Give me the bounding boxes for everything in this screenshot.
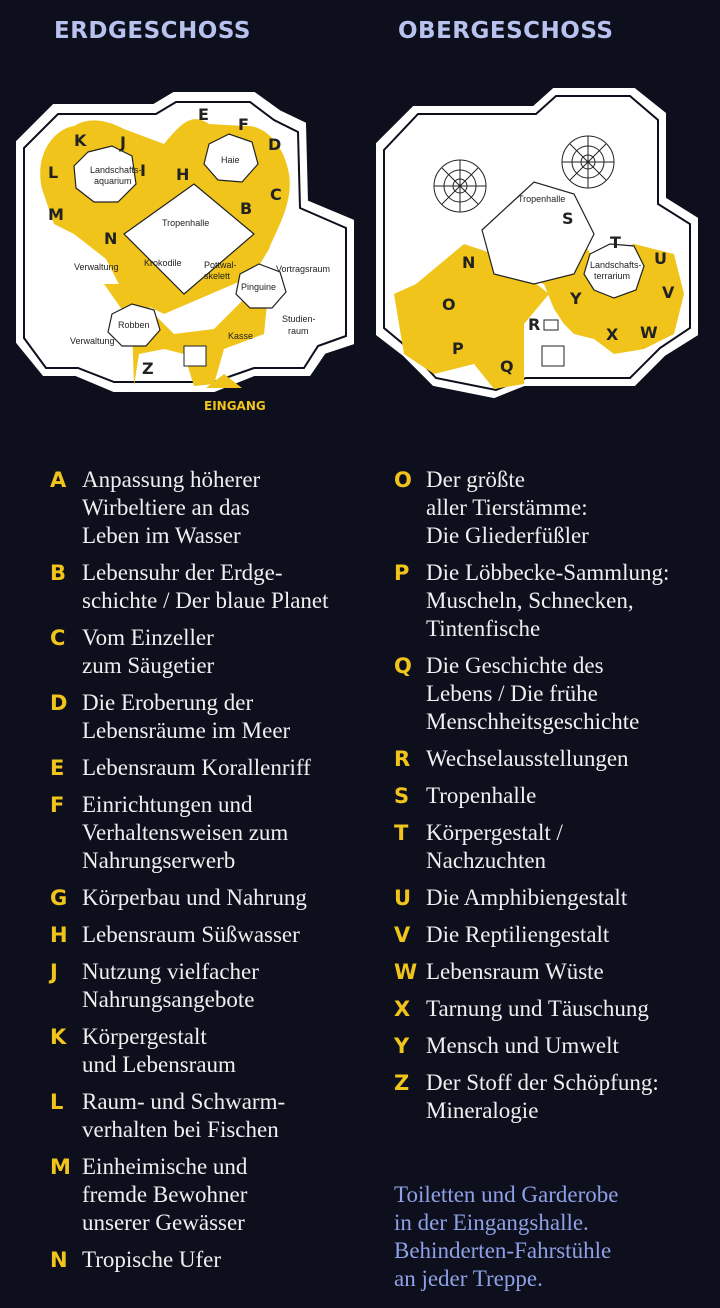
area-letter: E: [198, 105, 209, 124]
legend-text: Die Löbbecke-Sammlung: Muscheln, Schnecken, Tintenfische: [426, 560, 670, 641]
legend-text: Einrichtungen und Verhaltensweisen zum Nahrungserwerb: [82, 792, 289, 873]
legend-key: A: [50, 468, 67, 492]
area-letter: H: [176, 165, 190, 184]
legend-item: [50, 754, 380, 782]
room-label: raum: [288, 326, 309, 336]
legend-text: Der Stoff der Schöpfung: Mineralogie: [426, 1070, 659, 1123]
area-letter: K: [74, 131, 87, 150]
entrance-label: EINGANG: [204, 399, 266, 413]
legend-item: [394, 652, 720, 736]
legend-text: Lebensuhr der Erdge- schichte / Der blaue Planet: [82, 560, 329, 613]
room-label: Landschafts-: [90, 165, 142, 175]
legend-item: [50, 1153, 380, 1237]
legend-item: [394, 745, 720, 773]
area-letter: M: [48, 205, 64, 224]
legend-item: [50, 791, 380, 875]
room-label: aquarium: [94, 176, 132, 186]
room-label: Tropenhalle: [518, 194, 566, 204]
room-label: Pinguine: [241, 282, 277, 292]
legend-item: [394, 958, 720, 986]
legend-item: [394, 559, 720, 643]
area-letter: V: [662, 283, 675, 302]
room-label: Robben: [118, 320, 150, 330]
legend-item: [50, 921, 380, 949]
legend-item: [394, 1069, 720, 1125]
area-letter: B: [240, 199, 253, 218]
legend-item: [394, 884, 720, 912]
legend-text: Lebensraum Korallenriff: [82, 755, 311, 780]
legend-text: Raum- und Schwarm- verhalten bei Fischen: [82, 1089, 286, 1142]
legend-key: R: [394, 747, 411, 771]
elevator-icon: [544, 320, 558, 330]
room-label: skelett: [204, 271, 231, 281]
legend-key: Y: [394, 1034, 410, 1058]
legend-text: Lebensraum Wüste: [426, 959, 604, 984]
legend-text: Tarnung und Täuschung: [426, 996, 649, 1021]
legend-item: [394, 995, 720, 1023]
legend-key: X: [394, 997, 411, 1021]
legend-key: T: [394, 821, 409, 845]
area-letter: N: [104, 229, 118, 248]
legend-key: L: [50, 1090, 64, 1114]
legend-item: [394, 921, 720, 949]
stairs-icon: [184, 346, 206, 366]
ground-floor-map: [14, 84, 354, 414]
area-letter: J: [120, 133, 126, 152]
area-letter: L: [48, 163, 59, 182]
area-letter: U: [654, 249, 667, 268]
room-label: Landschafts-: [590, 260, 642, 270]
legend-item: [50, 689, 380, 745]
area-letter: C: [270, 185, 282, 204]
room-label: terrarium: [594, 271, 631, 281]
legend-key: C: [50, 626, 66, 650]
legend-key: P: [394, 561, 410, 585]
legend-item: [50, 559, 380, 615]
legend-text: Der größte aller Tierstämme: Die Gliederfüßler: [426, 467, 589, 548]
legend-key: G: [50, 886, 68, 910]
ground-floor-title: ERDGESCHOSS: [54, 18, 251, 44]
legend-text: Nutzung vielfacher Nahrungsangebote: [82, 959, 259, 1012]
legend-item: [50, 1088, 380, 1144]
legend-text: Mensch und Umwelt: [426, 1033, 619, 1058]
legend-text: Wechselausstellungen: [426, 746, 629, 771]
legend-item: [394, 819, 720, 875]
legend-item: [50, 624, 380, 680]
legend-upper-floor: [394, 466, 720, 1134]
room-label: Studien-: [282, 314, 316, 324]
legend-key: V: [394, 923, 411, 947]
area-letter: Q: [500, 357, 514, 376]
area-letter: Y: [570, 289, 582, 308]
legend-key: H: [50, 923, 68, 947]
legend-text: Tropische Ufer: [82, 1247, 222, 1272]
legend-item: [394, 782, 720, 810]
legend-ground-floor: [50, 466, 380, 1283]
legend-item: [394, 1032, 720, 1060]
legend-item: [50, 466, 380, 550]
area-letter: W: [640, 323, 658, 342]
legend-text: Körperbau und Nahrung: [82, 885, 307, 910]
legend-key: K: [50, 1025, 67, 1049]
legend-text: Die Eroberung der Lebensräume im Meer: [82, 690, 291, 743]
legend-key: J: [50, 960, 58, 984]
area-letter: F: [238, 115, 249, 134]
area-letter: O: [442, 295, 456, 314]
legend-text: Körpergestalt und Lebensraum: [82, 1024, 236, 1077]
legend-key: M: [50, 1155, 71, 1179]
area-letter: P: [452, 339, 464, 358]
legend-key: Z: [394, 1071, 410, 1095]
legend-text: Tropenhalle: [426, 783, 537, 808]
room-label: Vortragsraum: [276, 264, 331, 274]
spider-web-icon: [562, 136, 614, 188]
room-label: Tropenhalle: [162, 218, 210, 228]
legend-key: E: [50, 756, 65, 780]
legend-key: D: [50, 691, 68, 715]
legend-key: Q: [394, 654, 412, 678]
legend-item: [50, 958, 380, 1014]
area-letter: D: [268, 135, 282, 154]
legend-text: Anpassung höherer Wirbeltiere an das Leben im Wasser: [82, 467, 261, 548]
legend-item: [50, 884, 380, 912]
legend-key: O: [394, 468, 412, 492]
spider-web-icon: [434, 160, 486, 212]
legend-key: B: [50, 561, 67, 585]
facilities-note: Toiletten und Garderobe in der Eingangshalle. Behinderten-Fahrstühle an jeder Treppe.: [394, 1182, 619, 1291]
upper-floor-map: [374, 84, 702, 404]
room-label: Verwaltung: [70, 336, 115, 346]
legend-key: S: [394, 784, 410, 808]
area-letter: Z: [142, 359, 154, 378]
legend-item: [394, 466, 720, 550]
upper-floor-title: OBERGESCHOSS: [398, 18, 614, 44]
legend-text: Einheimische und fremde Bewohner unserer Gewässer: [82, 1154, 248, 1235]
legend-key: F: [50, 793, 65, 817]
area-letter: I: [140, 161, 146, 180]
legend-text: Lebensraum Süßwasser: [82, 922, 300, 947]
legend-text: Die Geschichte des Lebens / Die frühe Menschheitsgeschichte: [426, 653, 640, 734]
legend-text: Körpergestalt / Nachzuchten: [426, 820, 563, 873]
room-label: Verwaltung: [74, 262, 119, 272]
area-letter: R: [528, 315, 541, 334]
area-letter: N: [462, 253, 476, 272]
room-label: Pottwal-: [204, 260, 237, 270]
legend-item: [50, 1023, 380, 1079]
stairs-icon: [542, 346, 564, 366]
legend-text: Die Reptiliengestalt: [426, 922, 610, 947]
area-letter: X: [606, 325, 619, 344]
area-letter: T: [610, 233, 621, 252]
room-label: Kasse: [228, 331, 254, 341]
legend-key: W: [394, 960, 418, 984]
legend-key: N: [50, 1248, 68, 1272]
room-label: Krokodile: [144, 258, 182, 268]
legend-text: Vom Einzeller zum Säugetier: [82, 625, 215, 678]
area-letter: S: [562, 209, 574, 228]
room-label: Haie: [221, 155, 240, 165]
legend-text: Die Amphibiengestalt: [426, 885, 628, 910]
legend-key: U: [394, 886, 412, 910]
legend-item: [50, 1246, 380, 1274]
